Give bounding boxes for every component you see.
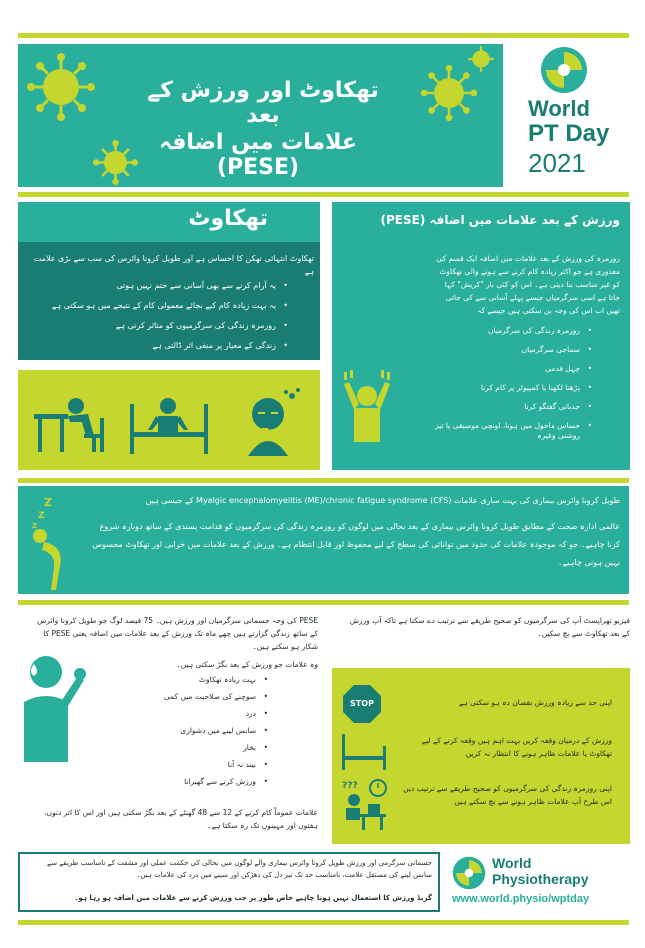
bottom-right-header: [332, 612, 630, 668]
bottom-left-section: [18, 612, 320, 844]
logo-ptday: PT Day: [528, 120, 610, 147]
advice-box: [332, 668, 630, 844]
list-item: • نیند نہ آنا: [128, 761, 268, 769]
stripe: [18, 192, 629, 197]
list-item: • روزمرہ زندگی کی سرگرمیاں: [432, 326, 592, 336]
advice-item-3: اپنی روزمرہ زندگی کی سرگرمیوں کو صحیح طریقے سے ترتیب دیں اس طرح آپ علامات ظاہر ہونے سے بچ سکتے ہیں: [403, 784, 612, 806]
advice-item-1: اپنی حد سے زیادہ ورزش نقصان دہ ہو سکتی ہے: [458, 698, 612, 707]
person-on-bed-icon: [128, 394, 210, 456]
header-title: تھکاوٹ اور ورزش کے بعد: [147, 78, 379, 128]
list-item: • ورزش کرنے سے گھبرانا: [128, 778, 268, 786]
top-stripe: [18, 33, 629, 38]
worsening-symptoms-label: وہ علامات جو ورزش کے بعد بگڑ سکتی ہیں۔: [176, 660, 318, 669]
cfs-line1: طویل کرونا وائرس بیماری کی بہت ساری علامات Myalgic encephalomyelitis (ME)/chronic fatigue syndrome (CFS) کے جیسی ہیں: [145, 496, 620, 505]
list-item: • حساس ماحول میں ہونا، اونچی موسیقی یا تیز روشنی وغیرہ: [432, 421, 592, 441]
list-item: • چہل قدمی: [432, 364, 592, 374]
list-item: • یہ آرام کرنے سے بھی آسانی سے ختم نہیں ہوتی: [28, 280, 288, 291]
list-item: • جذباتی گفتگو کرنا: [432, 402, 592, 412]
fatigue-box: [18, 242, 320, 360]
website-link[interactable]: www.world.physio/wptday: [452, 893, 590, 905]
fatigue-heading: تھکاوٹ: [188, 206, 268, 231]
pese-intro: روزمرہ کی ورزش کے بعد علامات میں اضافہ ایک قسم کی معذوری ہے جو اکثر زیادہ کام کرنے سے ہونے والی تھکاوٹ کو غیر مناسب بنا دیتی ہے۔ اس کو کئی بار "کریش" کہا جاتا ہے اسی سرگرمیاں جیسے پہلے آسانی سے کی جاتی تھیں اب اس کی وجہ بن سکتی ہیں جیسے کہ: [436, 254, 620, 315]
header-banner: [18, 44, 503, 187]
fatigue-heading-bar: [18, 202, 320, 242]
list-item: • بہت زیادہ تھکاوٹ: [128, 676, 268, 684]
virus-icon: [26, 52, 96, 122]
list-item: • سوچنے کی صلاحیت میں کمی: [128, 693, 268, 701]
symptoms-outro: علامات عموماً کام کرنے کے 12 سے 48 گھنٹے کے بعد بگڑ سکتی ہیں اور اس کا اثر دنوں، ہفتوں اور مہینوں تک رہ سکتا ہے۔: [44, 808, 318, 830]
sleepy-person-icon: [26, 494, 76, 590]
planning-person-icon: [340, 778, 390, 830]
list-item: • روزمرہ زندگی کی سرگرمیوں کو متاثر کرتی ہے: [28, 320, 288, 331]
logo-world: World: [528, 96, 590, 121]
list-item: • سانس لینے میں دشواری: [128, 727, 268, 735]
list-item: • پڑھنا لکھنا یا کمپیوٹر پر کام کرنا: [432, 383, 592, 393]
footer-note-box: [18, 852, 440, 912]
sweating-person-icon: [18, 642, 98, 762]
list-item: • زندگی کے معیار پر منفی اثر ڈالتی ہے: [28, 340, 288, 351]
list-item: • سماجی سرگرمیاں: [432, 345, 592, 355]
world-physio-logo: [452, 852, 632, 912]
pese-box: [332, 242, 630, 470]
advice-item-2: ورزش کے درمیان وقفہ کریں بہت اہم ہیں وقفہ کرنے کے لیے تھکاوٹ یا علامات ظاہر ہونے کا انتظار نہ کریں: [421, 736, 612, 758]
symptoms-list: [128, 676, 268, 795]
footer-note: جسمانی سرگرمی اور ورزش طویل کرونا وائرس بیماری والے لوگوں میں بحالی کی حکمت عملی اور مشقت کے نامناسب طریقے سے سانس لینے کی مستقل علامت، نامناسب حد تک تیز دل کی دھڑکن اور سینے میں درد کی علامات ہیں۔: [47, 859, 432, 879]
stressed-person-icon: [340, 370, 394, 442]
org-line1: World: [492, 855, 532, 871]
fatigue-icons-box: [18, 370, 320, 470]
fatigue-list: [28, 280, 288, 360]
svg-text:Z: Z: [38, 511, 45, 521]
physio-intro: فیزیو تھراپسٹ آپ کی سرگرمیوں کو صحیح طریقے سے ترتیب دے سکتا ہے تاکہ آپ ورزش کے بعد تھکاوٹ سے بچ سکیں۔: [349, 616, 630, 638]
list-item: • درد: [128, 710, 268, 718]
wptday-logo: [518, 44, 630, 187]
svg-text:???: ???: [342, 781, 358, 791]
list-item: • یہ بہت زیادہ کام کیے بجائے معمولی کام کے نتیجے میں ہو سکتی ہے: [28, 300, 288, 311]
header-subtitle: علامات میں اضافہ (PESE): [159, 130, 357, 180]
footer-note-bold: گریڈ ورزش کا استعمال نہیں ہونا چاہیے خاص طور پر جب ورزش کرنے سے علامات میں اضافہ ہو رہا ہو۔: [74, 894, 432, 902]
bed-icon: [342, 734, 386, 770]
cfs-box: [18, 486, 629, 594]
bottom-stripe: [18, 920, 629, 925]
pese-heading: ورزش کے بعد علامات میں اضافہ (PESE): [380, 213, 620, 227]
org-line2: Physiotherapy: [492, 871, 589, 887]
exercise-intro: PESE کی وجہ جسمانی سرگرمیاں اور ورزش ہیں۔ 75 فیصد لوگ جو طویل کرونا وائرس کے ساتھ زندگی گزارتے ہیں چھے ماہ تک ورزش کے بعد علامات میں اضافہ یعنی PESE کا شکار ہو سکتے ہیں۔: [37, 616, 318, 651]
pese-list: [432, 326, 592, 450]
fatigue-intro: تھکاوٹ انتہائی تھکن کا احساس ہے اور طویل کرونا وائرس کی سب سے بڑی علامت ہے: [33, 254, 314, 276]
logo-icon: [540, 46, 588, 94]
person-at-desk-icon: [32, 392, 108, 454]
stripe: [18, 600, 629, 605]
svg-text:Z: Z: [32, 522, 38, 530]
pese-heading-bar: [332, 202, 630, 242]
virus-icon: [466, 44, 496, 74]
svg-text:Z: Z: [44, 496, 52, 509]
list-item: • بخار: [128, 744, 268, 752]
stop-label: STOP: [350, 699, 374, 708]
stripe: [18, 478, 629, 483]
tired-person-icon: [240, 384, 306, 458]
cfs-line2: عالمی ادارہ صحت کے مطابق طویل کرونا وائرس بیماری کے بعد بحالی میں لوگوں کو روزمرہ زندگی کی سرگرمیوں کو قدامت پسندی کے ساتھ دوبارہ شروع کرنا چاہیے۔ جو کہ موجودہ علامات کی حدود میں توانائی کی سطح کے لیے محفوظ اور قابل انتظام ہے۔ ورزش کے بعد علامات میں خرابی اور تھکاوٹ محسوس نہیں ہونی چاہیے۔: [92, 522, 620, 567]
logo-icon: [452, 856, 486, 890]
logo-year: 2021: [528, 148, 586, 178]
